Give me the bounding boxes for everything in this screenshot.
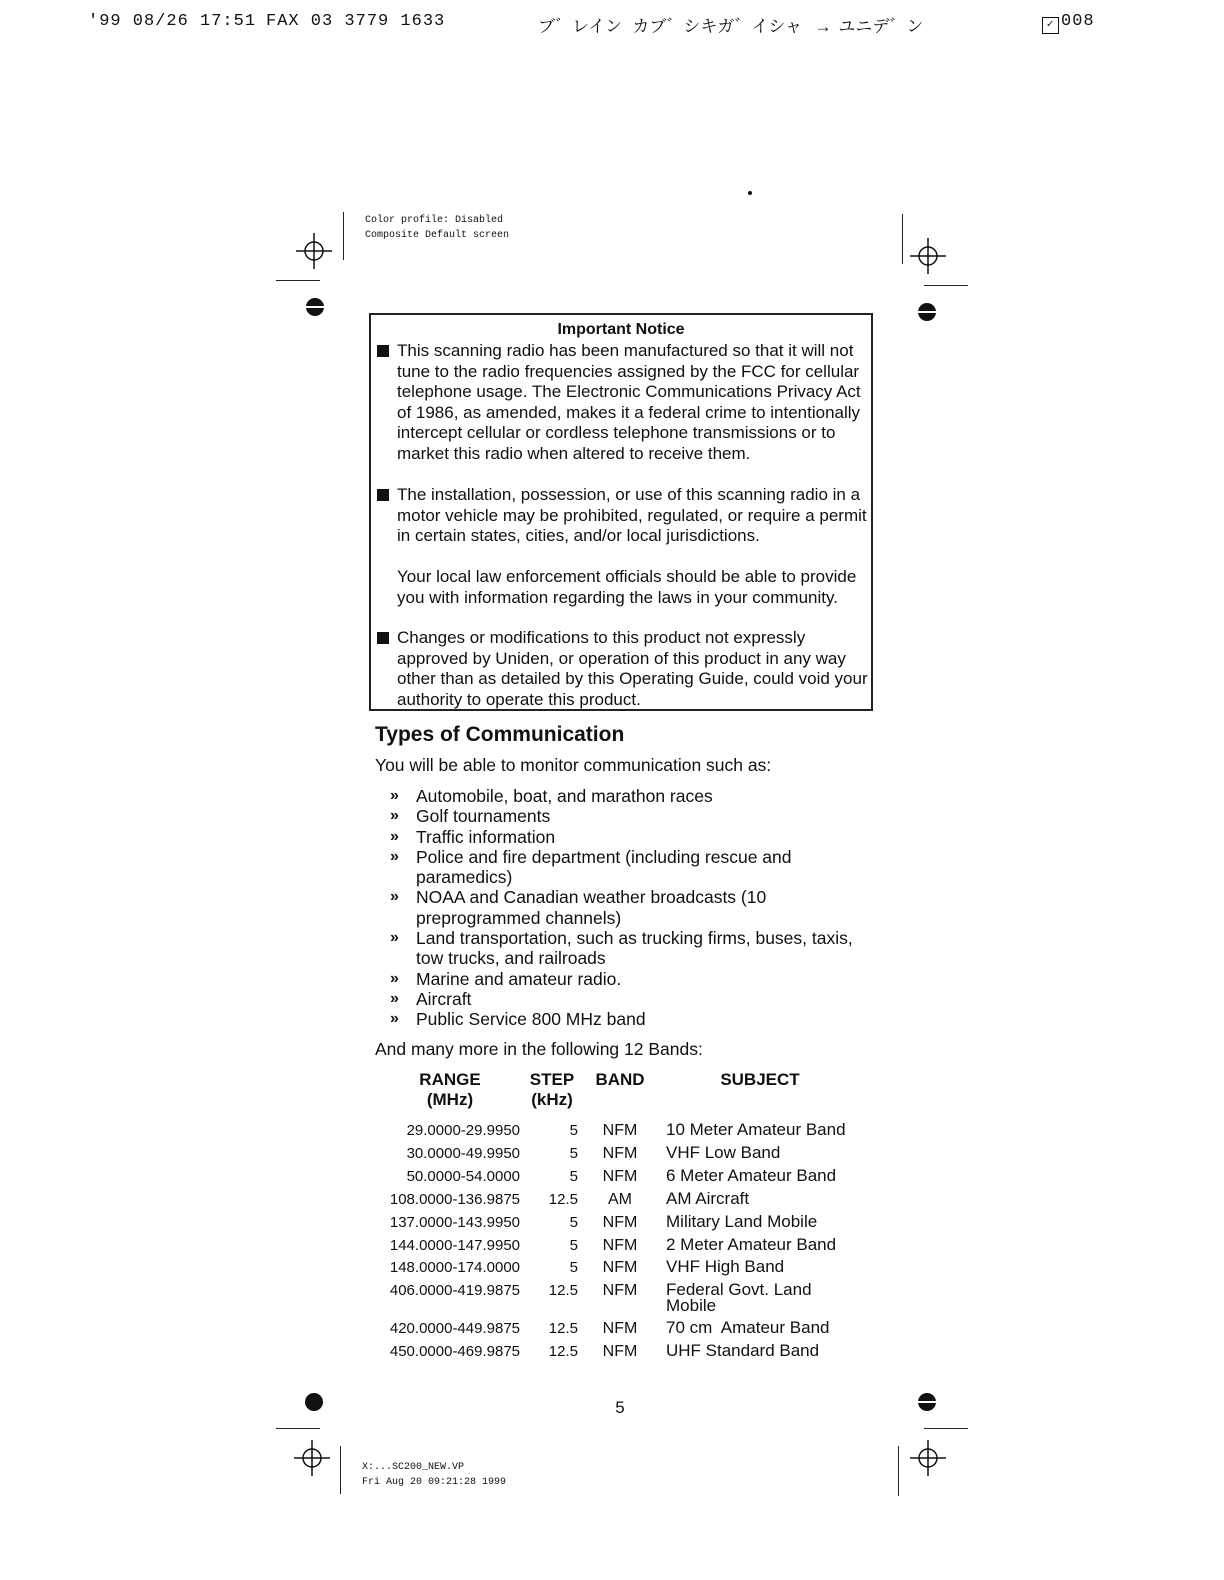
cell-band: NFM	[602, 1343, 638, 1360]
bullet-square-icon	[377, 345, 389, 357]
cell-subject: 10 Meter Amateur Band	[666, 1120, 846, 1139]
list-item-text: NOAA and Canadian weather broadcasts (10 preprogrammed channels)	[416, 887, 767, 928]
cell-range: 148.0000-174.0000	[389, 1259, 520, 1276]
slug-top	[365, 213, 509, 243]
section-intro: You will be able to monitor communication such as:	[375, 755, 772, 775]
important-notice-box	[369, 313, 873, 711]
list-item	[390, 847, 836, 888]
fax-page-indicator	[1042, 12, 1095, 34]
list-item-text: Traffic information	[416, 826, 556, 847]
bullet-marker: »	[390, 847, 399, 865]
list-item	[390, 887, 806, 928]
bullet-marker: »	[390, 807, 399, 825]
slug-bottom-line-2: Fri Aug 20 09:21:28 1999	[362, 1477, 507, 1488]
table-row	[360, 1168, 880, 1190]
registration-dot-icon	[305, 1393, 323, 1411]
cell-subject: 6 Meter Amateur Band	[666, 1166, 837, 1185]
table-header-step	[524, 1070, 580, 1110]
crop-mark	[276, 1428, 320, 1429]
table-row	[360, 1343, 880, 1365]
slug-bottom-line-1: X:...SC200_NEW.VP	[362, 1462, 465, 1473]
cell-band: NFM	[602, 1122, 638, 1139]
step-header-unit: (kHz)	[531, 1090, 573, 1109]
section-title: Types of Communication	[375, 723, 625, 746]
list-item-text: Aircraft	[416, 988, 472, 1009]
notice-item-modifications: Changes or modifications to this product not expressly approved by Uniden, or operation of this product in any way other than as detailed by this Operating Guide, could void your authority to operate this product.	[397, 628, 868, 709]
bullet-marker: »	[390, 989, 399, 1007]
bullet-marker: »	[390, 929, 399, 947]
crop-mark	[898, 1446, 899, 1496]
cell-step: 12.5	[548, 1191, 578, 1208]
range-header-label: RANGE	[419, 1070, 481, 1089]
cell-band: NFM	[602, 1168, 638, 1185]
crop-mark	[276, 280, 320, 281]
list-item-text: Golf tournaments	[416, 806, 551, 827]
cell-subject: AM Aircraft	[666, 1189, 750, 1208]
step-header-label: STEP	[529, 1070, 575, 1089]
list-item-text: Land transportation, such as trucking firms, buses, taxis, tow trucks, and railroads	[416, 928, 853, 969]
cell-range: 450.0000-469.9875	[389, 1343, 520, 1360]
page-number: 5	[615, 1398, 625, 1417]
speck	[748, 191, 752, 195]
slug-top-line-2: Composite Default screen	[365, 230, 510, 241]
table-row	[360, 1282, 880, 1322]
registration-mark-icon	[910, 1440, 946, 1476]
fax-page-icon: ✓	[1042, 17, 1059, 34]
bands-intro: And many more in the following 12 Bands:	[375, 1039, 703, 1059]
crop-mark	[902, 214, 903, 264]
cell-range: 137.0000-143.9950	[389, 1214, 520, 1231]
bullet-marker: »	[390, 787, 399, 804]
cell-subject: VHF High Band	[666, 1257, 785, 1276]
cell-range: 30.0000-49.9950	[406, 1145, 520, 1162]
table-row	[360, 1191, 880, 1213]
table-header-range	[410, 1070, 490, 1110]
slug-bottom	[362, 1460, 506, 1490]
cell-subject: 2 Meter Amateur Band	[666, 1235, 837, 1254]
registration-mark-icon	[294, 1440, 330, 1476]
fax-sender: ブ゛レイン カブ゛シキガ゛イシャ	[538, 19, 803, 38]
registration-dot-icon	[306, 298, 324, 316]
cell-step: 5	[569, 1145, 578, 1162]
list-item-text: Automobile, boat, and marathon races	[416, 786, 713, 806]
list-item	[390, 1009, 870, 1029]
list-item	[390, 786, 870, 806]
list-item	[390, 969, 870, 989]
cell-subject: Federal Govt. Land Mobile	[666, 1280, 812, 1315]
notice-item-vehicle: The installation, possession, or use of this scanning radio in a motor vehicle may be prohibited, regulated, or require a permit in certain states, cities, and/or local jurisdictions.	[397, 485, 867, 545]
cell-range: 50.0000-54.0000	[406, 1168, 520, 1185]
cell-subject: Military Land Mobile	[666, 1212, 818, 1231]
table-row	[360, 1237, 880, 1259]
registration-dot-icon	[918, 1393, 936, 1411]
cell-step: 5	[569, 1214, 578, 1231]
list-item	[390, 827, 870, 847]
bullet-marker: »	[390, 969, 399, 987]
table-row	[360, 1320, 880, 1342]
cell-range: 29.0000-29.9950	[406, 1122, 520, 1139]
table-header-subject: SUBJECT	[720, 1070, 800, 1089]
cell-band: AM	[608, 1191, 632, 1208]
cell-band: NFM	[602, 1259, 638, 1276]
cell-subject: UHF Standard Band	[666, 1341, 820, 1360]
list-item-text: Police and fire department (including rescue and paramedics)	[416, 846, 792, 888]
registration-mark-icon	[296, 233, 332, 269]
list-item	[390, 806, 870, 826]
cell-band: NFM	[602, 1214, 638, 1231]
notice-item-cellular: This scanning radio has been manufactured so that it will not tune to the radio frequencies assigned by the FCC for cellular telephone usage. The Electronic Communications Privacy Act of 1986, as amended, makes it a federal crime to intentionally intercept cellular or cordless telephone transmissions or to market this radio when altered to receive them.	[397, 341, 861, 463]
cell-subject: 70 cm Amateur Band	[666, 1318, 830, 1337]
fax-number: FAX 03 3779 1633	[266, 12, 446, 31]
fax-recipient: → ユニデ゛ン	[818, 19, 924, 38]
fax-page-number: 008	[1061, 12, 1095, 31]
bullet-square-icon	[377, 489, 389, 501]
list-item-text: Public Service 800 MHz band	[416, 1009, 646, 1030]
registration-dot-icon	[918, 303, 936, 321]
list-item	[390, 989, 870, 1009]
bullet-marker: »	[390, 827, 399, 845]
cell-range: 420.0000-449.9875	[389, 1320, 520, 1337]
cell-band: NFM	[602, 1145, 638, 1162]
cell-step: 12.5	[548, 1343, 578, 1360]
cell-step: 12.5	[548, 1282, 578, 1299]
list-item-text: Marine and amateur radio.	[416, 968, 622, 989]
cell-step: 5	[569, 1168, 578, 1185]
cell-range: 108.0000-136.9875	[389, 1191, 520, 1208]
cell-subject: VHF Low Band	[666, 1143, 781, 1162]
cell-step: 5	[569, 1237, 578, 1254]
cell-band: NFM	[602, 1282, 638, 1299]
range-header-unit: (MHz)	[426, 1090, 474, 1109]
crop-mark	[340, 1446, 341, 1494]
bullet-square-icon	[377, 632, 389, 644]
registration-mark-icon	[910, 238, 946, 274]
table-row	[360, 1145, 880, 1167]
crop-mark	[343, 212, 344, 260]
crop-mark	[924, 1428, 968, 1429]
table-row	[360, 1259, 880, 1281]
cell-step: 5	[569, 1122, 578, 1139]
cell-range: 144.0000-147.9950	[389, 1237, 520, 1254]
notice-item-law-enforcement: Your local law enforcement officials should be able to provide you with information regarding the laws in your community.	[397, 567, 857, 607]
cell-step: 5	[569, 1259, 578, 1276]
slug-top-line-1: Color profile: Disabled	[365, 215, 504, 226]
fax-datetime: '99 08/26 17:51	[88, 12, 257, 31]
cell-band: NFM	[602, 1237, 638, 1254]
cell-range: 406.0000-419.9875	[389, 1282, 520, 1299]
crop-mark	[924, 285, 968, 286]
list-item	[390, 928, 866, 969]
table-row	[360, 1214, 880, 1236]
bullet-marker: »	[390, 888, 399, 906]
cell-step: 12.5	[548, 1320, 578, 1337]
table-row	[360, 1122, 880, 1144]
bullet-marker: »	[390, 1010, 399, 1028]
table-header-band: BAND	[595, 1070, 645, 1089]
communication-list	[390, 786, 870, 1030]
cell-band: NFM	[602, 1320, 638, 1337]
notice-title: Important Notice	[557, 321, 685, 338]
